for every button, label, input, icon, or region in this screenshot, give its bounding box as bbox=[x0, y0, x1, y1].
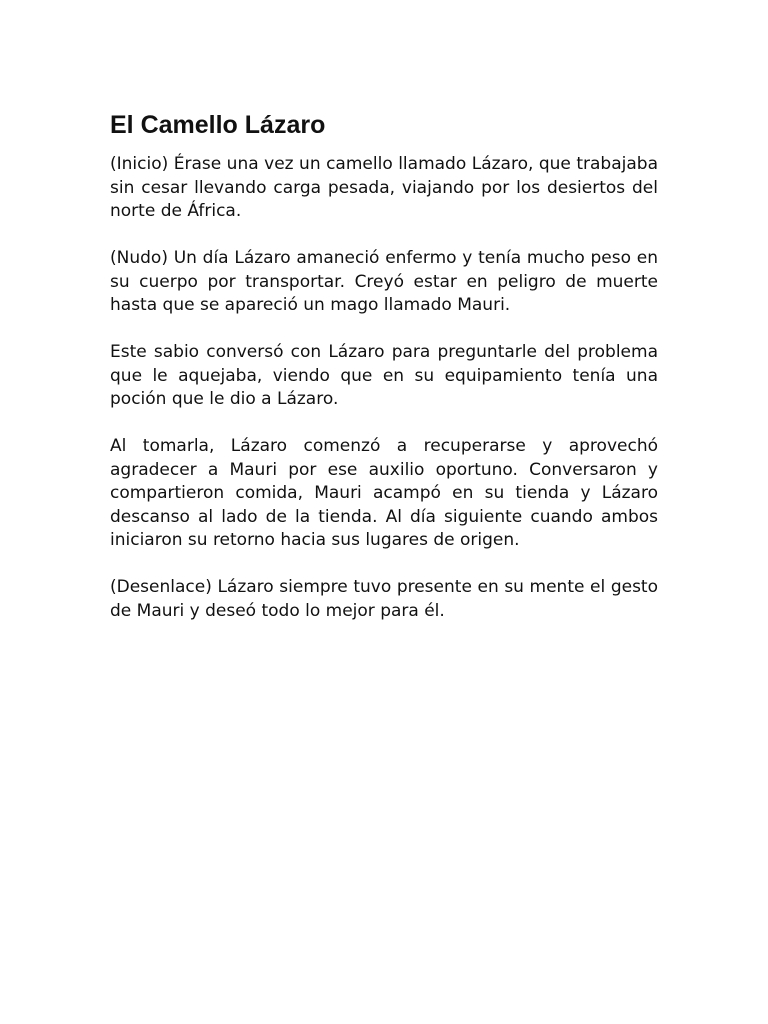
paragraph-inicio: (Inicio) Érase una vez un camello llamado Lázaro, que trabajaba sin cesar llevando carga pesada, viajando por los desiertos del norte de África. bbox=[110, 154, 658, 221]
paragraph-sabio: Este sabio conversó con Lázaro para preguntarle del problema que le aquejaba, viendo que en su equipamiento tenía una poción que le dio a Lázaro. bbox=[110, 342, 658, 409]
paragraph-nudo: (Nudo) Un día Lázaro amaneció enfermo y tenía mucho peso en su cuerpo por transportar. Creyó estar en peligro de muerte hasta que se apareció un mago llamado Mauri. bbox=[110, 248, 658, 315]
document-page bbox=[110, 110, 658, 647]
document-title: El Camello Lázaro bbox=[110, 111, 326, 139]
paragraph-tomarla: Al tomarla, Lázaro comenzó a recuperarse y aprovechó agradecer a Mauri por ese auxilio oportuno. Conversaron y compartieron comida, Mauri acampó en su tienda y Lázaro descanso al lado de la tienda. Al día siguiente cuando ambos iniciaron su retorno hacia sus lugares de origen. bbox=[110, 436, 658, 550]
paragraph-desenlace: (Desenlace) Lázaro siempre tuvo presente en su mente el gesto de Mauri y deseó todo lo mejor para él. bbox=[110, 577, 658, 621]
